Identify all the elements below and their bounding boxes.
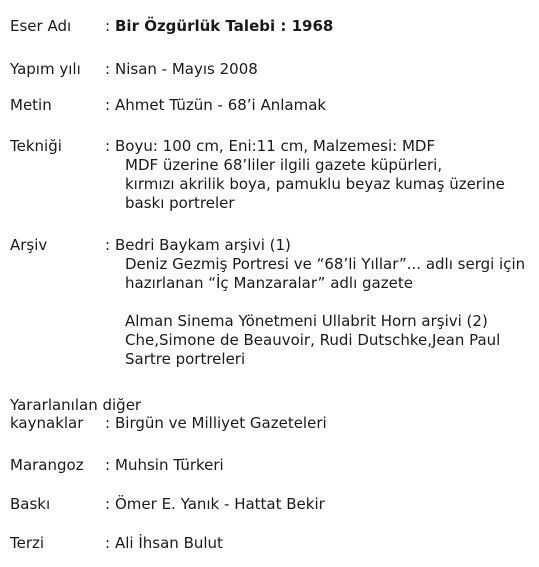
entry-value-line: Ahmet Tüzün - 68’i Anlamak <box>115 96 327 114</box>
entry-label: Arşiv <box>10 236 48 254</box>
entry-colon: : <box>105 137 111 155</box>
entry-value <box>115 17 535 36</box>
paragraph-gap <box>115 293 535 312</box>
entry-label: Yapım yılı <box>10 60 81 78</box>
entry-label: Metin <box>10 96 52 114</box>
entry-label: Tekniği <box>10 137 62 155</box>
entry-value-line: hazırlanan “İç Manzaralar” adlı gazete <box>125 274 413 292</box>
entry-value-line: MDF üzerine 68’liler ilgili gazete küpürleri, <box>125 156 443 174</box>
entry-colon: : <box>105 414 111 432</box>
entry-label: Marangoz <box>10 456 84 474</box>
entry-colon: : <box>105 534 111 552</box>
entry-colon: : <box>105 236 111 254</box>
entry-value-line: Birgün ve Milliyet Gazeteleri <box>115 414 327 432</box>
entry-label: Baskı <box>10 495 51 513</box>
entry-value <box>115 414 535 433</box>
entry-value-line: Bedri Baykam arşivi (1) <box>115 236 291 254</box>
entry-colon: : <box>105 96 111 114</box>
entry-value-line: Alman Sinema Yönetmeni Ullabrit Horn arşivi (2) <box>125 312 488 330</box>
entry-colon: : <box>105 17 111 35</box>
entry-label: kaynaklar <box>10 414 84 432</box>
entry-label: Eser Adı <box>10 17 72 35</box>
entry-label: Terzi <box>10 534 45 552</box>
entry-value-line: Boyu: 100 cm, Eni:11 cm, Malzemesi: MDF <box>115 137 436 155</box>
entry-value-line: Sartre portreleri <box>125 350 246 368</box>
entry-value-line: Muhsin Türkeri <box>115 456 224 474</box>
artwork-title: Bir Özgürlük Talebi : 1968 <box>115 17 334 35</box>
entry-value-line: Ömer E. Yanık - Hattat Bekir <box>115 495 325 513</box>
entry-value <box>115 236 535 369</box>
entry-value-line: baskı portreler <box>125 194 235 212</box>
entry-label: Yararlanılan diğer <box>10 396 142 414</box>
entry-value <box>115 534 535 553</box>
entry-value <box>115 96 535 115</box>
entry-colon: : <box>105 495 111 513</box>
entry-value-line: kırmızı akrilik boya, pamuklu beyaz kumaş üzerine <box>125 175 505 193</box>
entry-colon: : <box>105 60 111 78</box>
entry-value <box>115 456 535 475</box>
entry-value-line: Che,Simone de Beauvoir, Rudi Dutschke,Jean Paul <box>125 331 501 349</box>
entry-value-line: Nisan - Mayıs 2008 <box>115 60 258 78</box>
entry-colon: : <box>105 456 111 474</box>
entry-value <box>115 60 535 79</box>
entry-value <box>115 137 535 213</box>
entry-value-line: Ali İhsan Bulut <box>115 534 223 552</box>
entry-value-line: Deniz Gezmiş Portresi ve “68’li Yıllar”... adlı sergi için <box>125 255 526 273</box>
entry-value <box>115 495 535 514</box>
